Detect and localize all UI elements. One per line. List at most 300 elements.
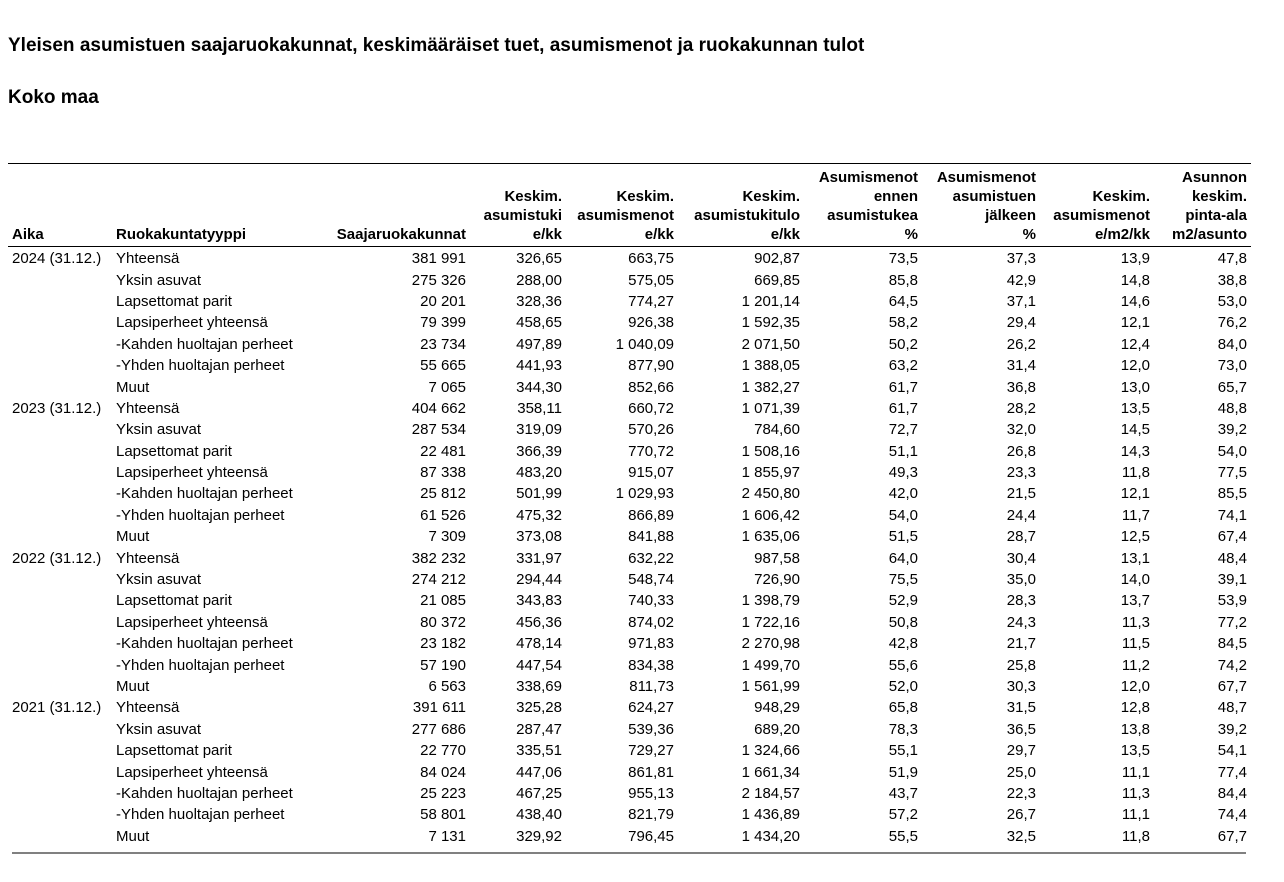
table-row bbox=[8, 740, 1251, 761]
header-line bbox=[116, 187, 314, 206]
table-row bbox=[8, 355, 1251, 376]
cell-asumismenot-m2: 14,3 bbox=[1120, 442, 1150, 460]
cell-asumistuki: 325,28 bbox=[516, 699, 562, 717]
cell-asumismenot: 852,66 bbox=[628, 378, 674, 396]
cell-asumistuki: 447,06 bbox=[516, 763, 562, 781]
cell-asumismenot-m2: 12,0 bbox=[1120, 357, 1150, 375]
cell-asumismenot: 548,74 bbox=[628, 571, 674, 589]
cell-asumistuki: 287,47 bbox=[516, 720, 562, 738]
cell-asumismenot-m2: 11,8 bbox=[1121, 827, 1150, 845]
cell-asumistuki: 328,36 bbox=[516, 292, 562, 310]
cell-pinta-ala: 39,2 bbox=[1217, 421, 1247, 439]
cell-asumismenot-ennen-pct: 42,8 bbox=[888, 635, 918, 653]
cell-ruokakuntatyyppi: Yhteensä bbox=[116, 250, 180, 268]
cell-asumismenot-jalkeen-pct: 24,4 bbox=[1006, 506, 1036, 524]
header-line: Saajaruokakunnat bbox=[336, 226, 466, 243]
cell-asumismenot-m2: 14,0 bbox=[1120, 571, 1150, 589]
cell-asumismenot-ennen-pct: 72,7 bbox=[888, 421, 918, 439]
cell-asumistuki: 319,09 bbox=[516, 421, 562, 439]
cell-asumismenot-ennen-pct: 51,1 bbox=[888, 442, 918, 460]
header-line: pinta-ala bbox=[1185, 207, 1247, 224]
cell-aika: 2023 (31.12.) bbox=[12, 399, 102, 417]
table-row bbox=[8, 247, 1251, 270]
cell-saajaruokakunnat: 61 526 bbox=[420, 506, 466, 524]
cell-saajaruokakunnat: 7 131 bbox=[428, 827, 466, 845]
cell-asumismenot-jalkeen-pct: 26,2 bbox=[1006, 335, 1036, 353]
cell-asumismenot: 660,72 bbox=[628, 399, 674, 417]
cell-asumismenot-m2: 11,3 bbox=[1121, 784, 1150, 802]
cell-asumismenot-jalkeen-pct: 29,7 bbox=[1006, 742, 1036, 760]
cell-saajaruokakunnat: 87 338 bbox=[420, 464, 466, 482]
cell-asumistuki: 456,36 bbox=[516, 613, 562, 631]
cell-ruokakuntatyyppi: Yhteensä bbox=[116, 699, 180, 717]
cell-asumistuki: 501,99 bbox=[516, 485, 562, 503]
cell-asumismenot-ennen-pct: 61,7 bbox=[888, 378, 918, 396]
header-line bbox=[322, 168, 466, 187]
cell-asumismenot-jalkeen-pct: 31,5 bbox=[1006, 699, 1036, 717]
cell-ruokakuntatyyppi: Lapsettomat parit bbox=[116, 742, 232, 760]
cell-aika: 2024 (31.12.) bbox=[12, 250, 102, 268]
data-table bbox=[8, 163, 1251, 847]
header-row bbox=[8, 164, 1251, 247]
cell-saajaruokakunnat: 274 212 bbox=[411, 571, 466, 589]
data-table-container bbox=[8, 163, 1251, 847]
cell-asumismenot-ennen-pct: 43,7 bbox=[888, 784, 918, 802]
cell-asumismenot-m2: 14,6 bbox=[1120, 292, 1150, 310]
header-line bbox=[322, 187, 466, 206]
table-row bbox=[8, 419, 1251, 440]
cell-asumistuki: 478,14 bbox=[516, 635, 562, 653]
cell-asumismenot-jalkeen-pct: 35,0 bbox=[1006, 571, 1036, 589]
cell-ruokakuntatyyppi: Muut bbox=[116, 378, 150, 396]
cell-asumistuki: 458,65 bbox=[516, 314, 562, 332]
cell-asumismenot-m2: 13,7 bbox=[1120, 592, 1150, 610]
cell-saajaruokakunnat: 404 662 bbox=[411, 399, 466, 417]
cell-pinta-ala: 39,1 bbox=[1217, 571, 1247, 589]
cell-asumismenot-ennen-pct: 61,7 bbox=[888, 399, 918, 417]
cell-asumismenot-m2: 13,5 bbox=[1120, 742, 1150, 760]
cell-asumismenot: 915,07 bbox=[628, 464, 674, 482]
cell-ruokakuntatyyppi: Lapsettomat parit bbox=[116, 292, 232, 310]
cell-ruokakuntatyyppi: Yksin asuvat bbox=[116, 571, 202, 589]
page-subtitle: Koko maa bbox=[8, 87, 99, 108]
cell-pinta-ala: 73,0 bbox=[1217, 357, 1247, 375]
cell-asumistuki: 343,83 bbox=[516, 592, 562, 610]
cell-asumistukitulo: 1 434,20 bbox=[741, 827, 800, 845]
cell-asumismenot: 955,13 bbox=[628, 784, 674, 802]
cell-asumistuki: 366,39 bbox=[516, 442, 562, 460]
header-asumismenot-ennen-asumistukea bbox=[804, 164, 922, 247]
cell-saajaruokakunnat: 277 686 bbox=[411, 720, 466, 738]
cell-asumismenot: 796,45 bbox=[628, 827, 674, 845]
cell-saajaruokakunnat: 22 770 bbox=[420, 742, 466, 760]
cell-asumistukitulo: 1 508,16 bbox=[741, 442, 800, 460]
cell-asumismenot-m2: 11,3 bbox=[1121, 613, 1150, 631]
cell-asumistukitulo: 689,20 bbox=[754, 720, 800, 738]
cell-ruokakuntatyyppi: -Kahden huoltajan perheet bbox=[116, 335, 293, 353]
cell-saajaruokakunnat: 6 563 bbox=[428, 678, 466, 695]
cell-aika bbox=[8, 269, 112, 290]
header-line: Asumismenot bbox=[936, 169, 1036, 186]
cell-aika bbox=[8, 826, 112, 847]
cell-saajaruokakunnat: 391 611 bbox=[412, 699, 466, 717]
cell-ruokakuntatyyppi: Muut bbox=[116, 678, 150, 695]
cell-asumistukitulo: 1 635,06 bbox=[741, 528, 800, 546]
cell-asumismenot-m2: 11,8 bbox=[1121, 464, 1150, 482]
cell-aika bbox=[8, 291, 112, 312]
cell-pinta-ala: 67,7 bbox=[1217, 678, 1247, 695]
cell-asumismenot: 926,38 bbox=[628, 314, 674, 332]
table-body bbox=[8, 247, 1251, 847]
header-line: asumistuen bbox=[952, 188, 1036, 205]
cell-saajaruokakunnat: 7 065 bbox=[428, 378, 466, 396]
cell-asumismenot-jalkeen-pct: 36,8 bbox=[1006, 378, 1036, 396]
cell-asumistuki: 331,97 bbox=[516, 549, 562, 567]
cell-asumistukitulo: 1 561,99 bbox=[741, 678, 800, 695]
cell-ruokakuntatyyppi: Yksin asuvat bbox=[116, 720, 202, 738]
cell-asumismenot: 861,81 bbox=[628, 763, 674, 781]
cell-asumistukitulo: 1 382,27 bbox=[741, 378, 800, 396]
cell-ruokakuntatyyppi: -Yhden huoltajan perheet bbox=[116, 357, 285, 375]
header-line: Keskim. bbox=[616, 188, 674, 205]
cell-asumismenot: 729,27 bbox=[628, 742, 674, 760]
cell-saajaruokakunnat: 84 024 bbox=[420, 763, 466, 781]
table-row bbox=[8, 654, 1251, 675]
cell-asumistuki: 326,65 bbox=[516, 250, 562, 268]
cell-asumismenot-jalkeen-pct: 23,3 bbox=[1006, 464, 1036, 482]
header-line: e/m2/kk bbox=[1094, 226, 1150, 243]
cell-pinta-ala: 39,2 bbox=[1217, 720, 1247, 738]
cell-pinta-ala: 77,2 bbox=[1217, 613, 1247, 631]
cell-asumismenot-ennen-pct: 50,2 bbox=[888, 335, 918, 353]
cell-asumismenot-jalkeen-pct: 37,1 bbox=[1006, 292, 1036, 310]
header-line: % bbox=[904, 226, 918, 243]
cell-asumistuki: 438,40 bbox=[516, 806, 562, 824]
cell-asumismenot: 663,75 bbox=[628, 250, 674, 268]
table-row bbox=[8, 676, 1251, 697]
cell-asumismenot-ennen-pct: 54,0 bbox=[888, 506, 918, 524]
header-line: e/kk bbox=[770, 226, 800, 243]
table-row bbox=[8, 697, 1251, 718]
header-line bbox=[570, 168, 674, 187]
cell-asumismenot-m2: 11,5 bbox=[1121, 635, 1150, 653]
cell-asumismenot: 834,38 bbox=[628, 656, 674, 674]
header-line: e/kk bbox=[644, 226, 674, 243]
table-row bbox=[8, 804, 1251, 825]
cell-asumismenot: 877,90 bbox=[628, 357, 674, 375]
cell-asumistukitulo: 1 499,70 bbox=[741, 656, 800, 674]
table-row bbox=[8, 291, 1251, 312]
table-row bbox=[8, 505, 1251, 526]
cell-asumismenot-ennen-pct: 63,2 bbox=[888, 357, 918, 375]
cell-saajaruokakunnat: 55 665 bbox=[420, 357, 466, 375]
header-line bbox=[1044, 168, 1150, 187]
header-keskim-asumistukitulo bbox=[678, 164, 804, 247]
table-row bbox=[8, 398, 1251, 419]
table-row bbox=[8, 483, 1251, 504]
cell-asumismenot: 1 040,09 bbox=[615, 335, 674, 353]
header-asunnon-pinta-ala bbox=[1154, 164, 1251, 247]
cell-aika bbox=[8, 590, 112, 611]
header-line: % bbox=[1022, 226, 1036, 243]
cell-aika bbox=[8, 312, 112, 333]
cell-ruokakuntatyyppi: -Yhden huoltajan perheet bbox=[116, 656, 285, 674]
cell-asumismenot-jalkeen-pct: 25,8 bbox=[1006, 656, 1036, 674]
header-line: Asunnon bbox=[1182, 169, 1247, 186]
cell-asumismenot-ennen-pct: 75,5 bbox=[888, 571, 918, 589]
cell-asumismenot-m2: 12,5 bbox=[1120, 528, 1150, 546]
header-line: asumismenot bbox=[577, 207, 674, 224]
cell-saajaruokakunnat: 23 182 bbox=[420, 635, 466, 653]
cell-asumismenot-ennen-pct: 85,8 bbox=[888, 271, 918, 289]
table-row bbox=[8, 441, 1251, 462]
table-row bbox=[8, 462, 1251, 483]
cell-asumistukitulo: 2 184,57 bbox=[741, 784, 800, 802]
cell-aika bbox=[8, 654, 112, 675]
cell-asumistukitulo: 1 388,05 bbox=[741, 357, 800, 375]
cell-asumistuki: 294,44 bbox=[516, 571, 562, 589]
cell-asumistukitulo: 1 722,16 bbox=[741, 613, 800, 631]
cell-asumismenot-ennen-pct: 52,0 bbox=[888, 678, 918, 695]
cell-asumistukitulo: 784,60 bbox=[754, 421, 800, 439]
cell-asumismenot: 821,79 bbox=[628, 806, 674, 824]
table-row bbox=[8, 526, 1251, 547]
cell-asumismenot-ennen-pct: 57,2 bbox=[888, 806, 918, 824]
cell-asumismenot: 740,33 bbox=[628, 592, 674, 610]
cell-asumismenot-ennen-pct: 64,5 bbox=[888, 292, 918, 310]
cell-aika bbox=[8, 334, 112, 355]
cell-asumistukitulo: 1 201,14 bbox=[741, 292, 800, 310]
cell-aika bbox=[8, 612, 112, 633]
cell-asumismenot-m2: 11,2 bbox=[1121, 656, 1150, 674]
cell-asumismenot-jalkeen-pct: 37,3 bbox=[1006, 250, 1036, 268]
cell-asumismenot-ennen-pct: 55,5 bbox=[888, 827, 918, 845]
cell-asumismenot-m2: 13,0 bbox=[1120, 378, 1150, 396]
header-line: jälkeen bbox=[985, 207, 1036, 224]
cell-asumismenot-ennen-pct: 52,9 bbox=[888, 592, 918, 610]
cell-asumistuki: 467,25 bbox=[516, 784, 562, 802]
header-line: Keskim. bbox=[1092, 188, 1150, 205]
cell-asumismenot-jalkeen-pct: 28,2 bbox=[1006, 399, 1036, 417]
cell-pinta-ala: 84,5 bbox=[1217, 635, 1247, 653]
header-aika bbox=[8, 164, 112, 247]
header-line bbox=[116, 206, 314, 225]
cell-aika: 2021 (31.12.) bbox=[12, 699, 102, 717]
header-line: asumistukea bbox=[827, 207, 918, 224]
header-line: asumismenot bbox=[1053, 207, 1150, 224]
cell-asumistukitulo: 669,85 bbox=[754, 271, 800, 289]
cell-asumismenot-m2: 14,8 bbox=[1120, 271, 1150, 289]
cell-asumistukitulo: 1 398,79 bbox=[741, 592, 800, 610]
cell-asumistukitulo: 1 436,89 bbox=[741, 806, 800, 824]
cell-aika bbox=[8, 676, 112, 697]
cell-aika bbox=[8, 355, 112, 376]
cell-asumistukitulo: 1 661,34 bbox=[741, 763, 800, 781]
cell-asumismenot-jalkeen-pct: 25,0 bbox=[1006, 763, 1036, 781]
cell-ruokakuntatyyppi: -Yhden huoltajan perheet bbox=[116, 506, 285, 524]
table-row bbox=[8, 547, 1251, 568]
cell-ruokakuntatyyppi: Muut bbox=[116, 528, 150, 546]
cell-pinta-ala: 77,4 bbox=[1217, 763, 1247, 781]
cell-aika bbox=[8, 719, 112, 740]
cell-saajaruokakunnat: 25 812 bbox=[420, 485, 466, 503]
table-row bbox=[8, 269, 1251, 290]
header-line: asumistukitulo bbox=[694, 207, 800, 224]
cell-asumistukitulo: 726,90 bbox=[754, 571, 800, 589]
cell-pinta-ala: 47,8 bbox=[1217, 250, 1247, 268]
cell-asumistukitulo: 948,29 bbox=[754, 699, 800, 717]
cell-aika bbox=[8, 526, 112, 547]
cell-aika bbox=[8, 483, 112, 504]
cell-pinta-ala: 53,0 bbox=[1217, 292, 1247, 310]
cell-pinta-ala: 53,9 bbox=[1217, 592, 1247, 610]
cell-saajaruokakunnat: 382 232 bbox=[411, 549, 466, 567]
cell-asumistuki: 329,92 bbox=[516, 827, 562, 845]
cell-pinta-ala: 77,5 bbox=[1217, 464, 1247, 482]
cell-aika bbox=[8, 804, 112, 825]
cell-ruokakuntatyyppi: Lapsiperheet yhteensä bbox=[116, 763, 268, 781]
cell-saajaruokakunnat: 22 481 bbox=[420, 442, 466, 460]
cell-asumismenot-ennen-pct: 42,0 bbox=[888, 485, 918, 503]
cell-asumismenot-ennen-pct: 55,1 bbox=[888, 742, 918, 760]
cell-ruokakuntatyyppi: -Kahden huoltajan perheet bbox=[116, 485, 293, 503]
table-row bbox=[8, 312, 1251, 333]
table-row bbox=[8, 334, 1251, 355]
header-line: ennen bbox=[873, 188, 918, 205]
cell-asumismenot: 624,27 bbox=[628, 699, 674, 717]
cell-pinta-ala: 65,7 bbox=[1217, 378, 1247, 396]
cell-aika bbox=[8, 462, 112, 483]
cell-asumismenot-ennen-pct: 78,3 bbox=[888, 720, 918, 738]
cell-asumismenot: 774,27 bbox=[628, 292, 674, 310]
cell-aika bbox=[8, 419, 112, 440]
header-line bbox=[322, 206, 466, 225]
cell-saajaruokakunnat: 21 085 bbox=[420, 592, 466, 610]
cell-asumismenot-m2: 12,4 bbox=[1120, 335, 1150, 353]
cell-asumistukitulo: 1 324,66 bbox=[741, 742, 800, 760]
cell-saajaruokakunnat: 275 326 bbox=[411, 271, 466, 289]
cell-asumismenot-ennen-pct: 55,6 bbox=[888, 656, 918, 674]
table-header bbox=[8, 164, 1251, 247]
cell-asumismenot-jalkeen-pct: 26,7 bbox=[1006, 806, 1036, 824]
cell-asumismenot: 575,05 bbox=[628, 271, 674, 289]
cell-aika bbox=[8, 783, 112, 804]
header-line: Keskim. bbox=[504, 188, 562, 205]
cell-aika: 2022 (31.12.) bbox=[12, 549, 102, 567]
cell-ruokakuntatyyppi: Muut bbox=[116, 827, 150, 845]
cell-pinta-ala: 67,4 bbox=[1217, 528, 1247, 546]
header-line: m2/asunto bbox=[1171, 226, 1247, 243]
cell-saajaruokakunnat: 57 190 bbox=[420, 656, 466, 674]
cell-saajaruokakunnat: 25 223 bbox=[420, 784, 466, 802]
cell-saajaruokakunnat: 23 734 bbox=[420, 335, 466, 353]
cell-ruokakuntatyyppi: Yksin asuvat bbox=[116, 271, 202, 289]
cell-ruokakuntatyyppi: Yhteensä bbox=[116, 399, 180, 417]
cell-pinta-ala: 74,2 bbox=[1217, 656, 1247, 674]
cell-asumismenot-ennen-pct: 58,2 bbox=[888, 314, 918, 332]
cell-asumismenot-jalkeen-pct: 21,7 bbox=[1006, 635, 1036, 653]
header-asumismenot-asumistuen-jalkeen bbox=[922, 164, 1040, 247]
cell-pinta-ala: 48,4 bbox=[1217, 549, 1247, 567]
cell-pinta-ala: 74,1 bbox=[1217, 506, 1247, 524]
cell-ruokakuntatyyppi: -Kahden huoltajan perheet bbox=[116, 635, 293, 653]
cell-asumistuki: 373,08 bbox=[516, 528, 562, 546]
cell-aika bbox=[8, 740, 112, 761]
header-line: Ruokakuntatyyppi bbox=[116, 226, 247, 243]
cell-saajaruokakunnat: 79 399 bbox=[420, 314, 466, 332]
cell-asumismenot-ennen-pct: 65,8 bbox=[888, 699, 918, 717]
cell-asumismenot-jalkeen-pct: 22,3 bbox=[1006, 784, 1036, 802]
cell-asumistuki: 441,93 bbox=[516, 357, 562, 375]
cell-aika bbox=[8, 376, 112, 397]
table-row bbox=[8, 376, 1251, 397]
cell-asumismenot-jalkeen-pct: 28,3 bbox=[1006, 592, 1036, 610]
cell-asumismenot: 874,02 bbox=[628, 613, 674, 631]
cell-asumismenot-jalkeen-pct: 21,5 bbox=[1006, 485, 1036, 503]
table-row bbox=[8, 569, 1251, 590]
table-row bbox=[8, 761, 1251, 782]
cell-asumistuki: 338,69 bbox=[516, 678, 562, 695]
header-line: keskim. bbox=[1191, 188, 1247, 205]
cell-aika bbox=[8, 505, 112, 526]
table-row bbox=[8, 612, 1251, 633]
cell-asumistukitulo: 1 855,97 bbox=[741, 464, 800, 482]
cell-saajaruokakunnat: 381 991 bbox=[411, 250, 466, 268]
cell-asumismenot-jalkeen-pct: 32,0 bbox=[1006, 421, 1036, 439]
cell-ruokakuntatyyppi: Lapsettomat parit bbox=[116, 592, 232, 610]
cell-aika bbox=[8, 633, 112, 654]
table-row bbox=[8, 783, 1251, 804]
cell-asumismenot: 770,72 bbox=[628, 442, 674, 460]
cell-asumismenot-ennen-pct: 51,5 bbox=[888, 528, 918, 546]
cell-aika bbox=[8, 441, 112, 462]
cell-asumismenot-jalkeen-pct: 29,4 bbox=[1006, 314, 1036, 332]
cell-asumismenot-jalkeen-pct: 31,4 bbox=[1006, 357, 1036, 375]
cell-asumistukitulo: 1 071,39 bbox=[741, 399, 800, 417]
cell-pinta-ala: 38,8 bbox=[1217, 271, 1247, 289]
cell-pinta-ala: 74,4 bbox=[1217, 806, 1247, 824]
cell-pinta-ala: 67,7 bbox=[1217, 827, 1247, 845]
cell-asumismenot-jalkeen-pct: 32,5 bbox=[1006, 827, 1036, 845]
cell-pinta-ala: 48,8 bbox=[1217, 399, 1247, 417]
header-line: Keskim. bbox=[742, 188, 800, 205]
cell-pinta-ala: 84,4 bbox=[1217, 784, 1247, 802]
cell-asumismenot-m2: 11,7 bbox=[1121, 506, 1150, 524]
cell-asumismenot-m2: 12,8 bbox=[1120, 699, 1150, 717]
table-row bbox=[8, 633, 1251, 654]
cell-saajaruokakunnat: 287 534 bbox=[411, 421, 466, 439]
cell-asumistuki: 335,51 bbox=[516, 742, 562, 760]
cell-asumismenot-m2: 13,8 bbox=[1120, 720, 1150, 738]
cell-asumistuki: 475,32 bbox=[516, 506, 562, 524]
cell-asumismenot-jalkeen-pct: 24,3 bbox=[1006, 613, 1036, 631]
cell-ruokakuntatyyppi: Lapsiperheet yhteensä bbox=[116, 314, 268, 332]
cell-asumismenot: 1 029,93 bbox=[615, 485, 674, 503]
cell-pinta-ala: 54,1 bbox=[1217, 742, 1247, 760]
cell-asumistukitulo: 2 270,98 bbox=[741, 635, 800, 653]
cell-asumismenot-ennen-pct: 51,9 bbox=[888, 763, 918, 781]
cell-asumismenot-m2: 11,1 bbox=[1121, 763, 1150, 781]
header-line bbox=[682, 168, 800, 187]
cell-asumismenot-ennen-pct: 50,8 bbox=[888, 613, 918, 631]
cell-asumismenot-ennen-pct: 64,0 bbox=[888, 549, 918, 567]
header-ruokakuntatyyppi bbox=[112, 164, 318, 247]
table-row bbox=[8, 719, 1251, 740]
cell-asumismenot-jalkeen-pct: 30,4 bbox=[1006, 549, 1036, 567]
cell-asumistuki: 497,89 bbox=[516, 335, 562, 353]
cell-asumismenot-m2: 12,1 bbox=[1120, 485, 1150, 503]
page-title: Yleisen asumistuen saajaruokakunnat, keskimääräiset tuet, asumismenot ja ruokakunnan tulot bbox=[8, 35, 865, 56]
